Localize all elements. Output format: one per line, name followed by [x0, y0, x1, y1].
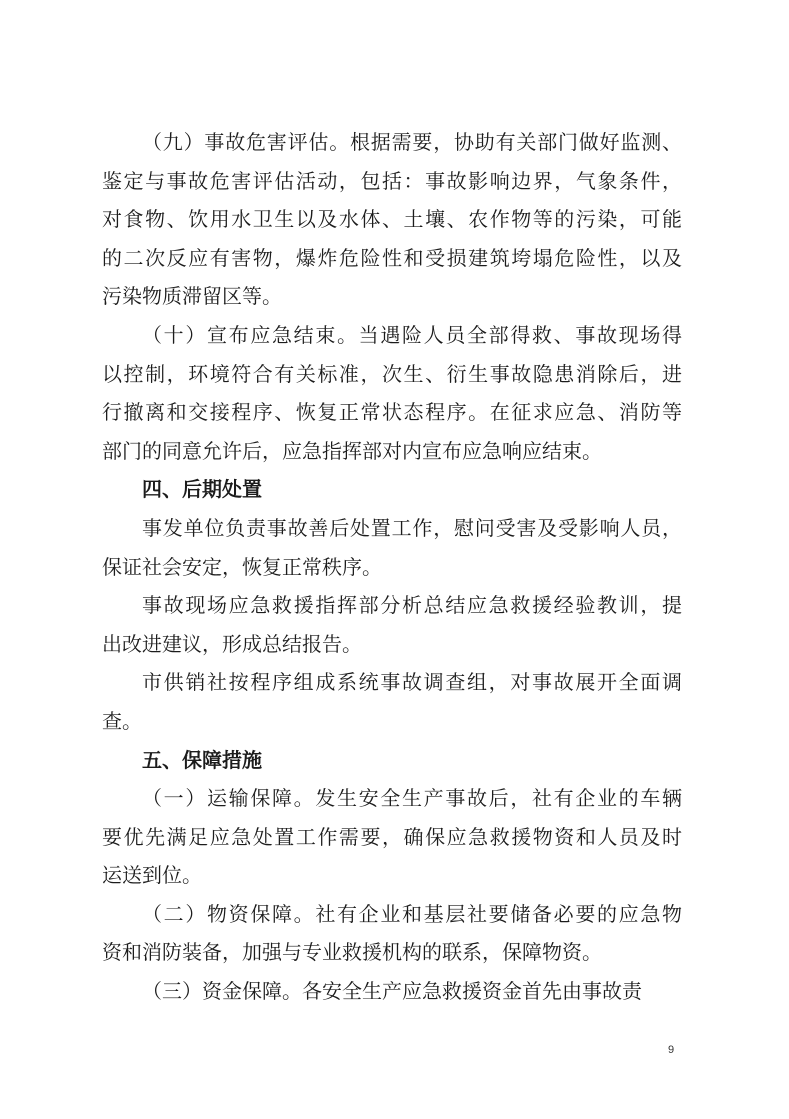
section-heading: [102, 741, 682, 780]
paragraph: [102, 509, 682, 586]
paragraph: [102, 123, 682, 316]
text-line: （九）事故危害评估。根据需要，协助有关部门做好监测、: [142, 130, 682, 154]
text-line: （二）物资保障。社有企业和基层社要储备必要的应急物: [142, 901, 682, 926]
text-line: 鉴定与事故危害评估活动，包括：事故影响边界，气象条件，: [102, 168, 682, 193]
text-line: （一）运输保障。发生安全生产事故后，社有企业的车辆: [142, 786, 682, 811]
text-line: 市供销社按程序组成系统事故调查组，对事故展开全面调: [142, 670, 682, 695]
text-line: 运送到位。: [102, 863, 202, 888]
text-line: 以控制，环境符合有关标准，次生、衍生事故隐患消除后，进: [102, 361, 682, 386]
document-body: [102, 123, 682, 1011]
text-line: 查。: [102, 708, 142, 733]
text-line: 行撤离和交接程序、恢复正常状态程序。在征求应急、消防等: [102, 400, 682, 425]
text-line: 保证社会安定，恢复正常秩序。: [102, 554, 382, 579]
paragraph: [102, 779, 682, 895]
text-line: 出改进建议，形成总结报告。: [102, 631, 362, 656]
heading-text: 五、保障措施: [142, 747, 262, 772]
paragraph: [102, 316, 682, 470]
text-line: 的二次反应有害物，爆炸危险性和受损建筑垮塌危险性，以及: [102, 245, 682, 270]
text-line: 事故现场应急救援指挥部分析总结应急救援经验教训，提: [142, 593, 682, 618]
paragraph: [102, 895, 682, 972]
text-line: 对食物、饮用水卫生以及水体、土壤、农作物等的污染，可能: [102, 207, 682, 232]
page-number: 9: [668, 1044, 675, 1056]
paragraph: [102, 586, 682, 663]
text-line: 要优先满足应急处置工作需要，确保应急救援物资和人员及时: [102, 824, 682, 849]
text-line: 事发单位负责事故善后处置工作，慰问受害及受影响人员，: [142, 515, 682, 540]
heading-text: 四、后期处置: [142, 477, 262, 502]
text-line: 资和消防装备，加强与专业救援机构的联系，保障物资。: [102, 940, 602, 965]
text-line: （三）资金保障。各安全生产应急救援资金首先由事故责: [142, 979, 642, 1004]
paragraph: [102, 972, 682, 1011]
paragraph: [102, 663, 682, 740]
text-line: 部门的同意允许后，应急指挥部对内宣布应急响应结束。: [102, 438, 602, 463]
text-line: 污染物质滞留区等。: [102, 284, 282, 309]
text-line: （十）宣布应急结束。当遇险人员全部得救、事故现场得: [142, 322, 682, 347]
section-heading: [102, 470, 682, 509]
